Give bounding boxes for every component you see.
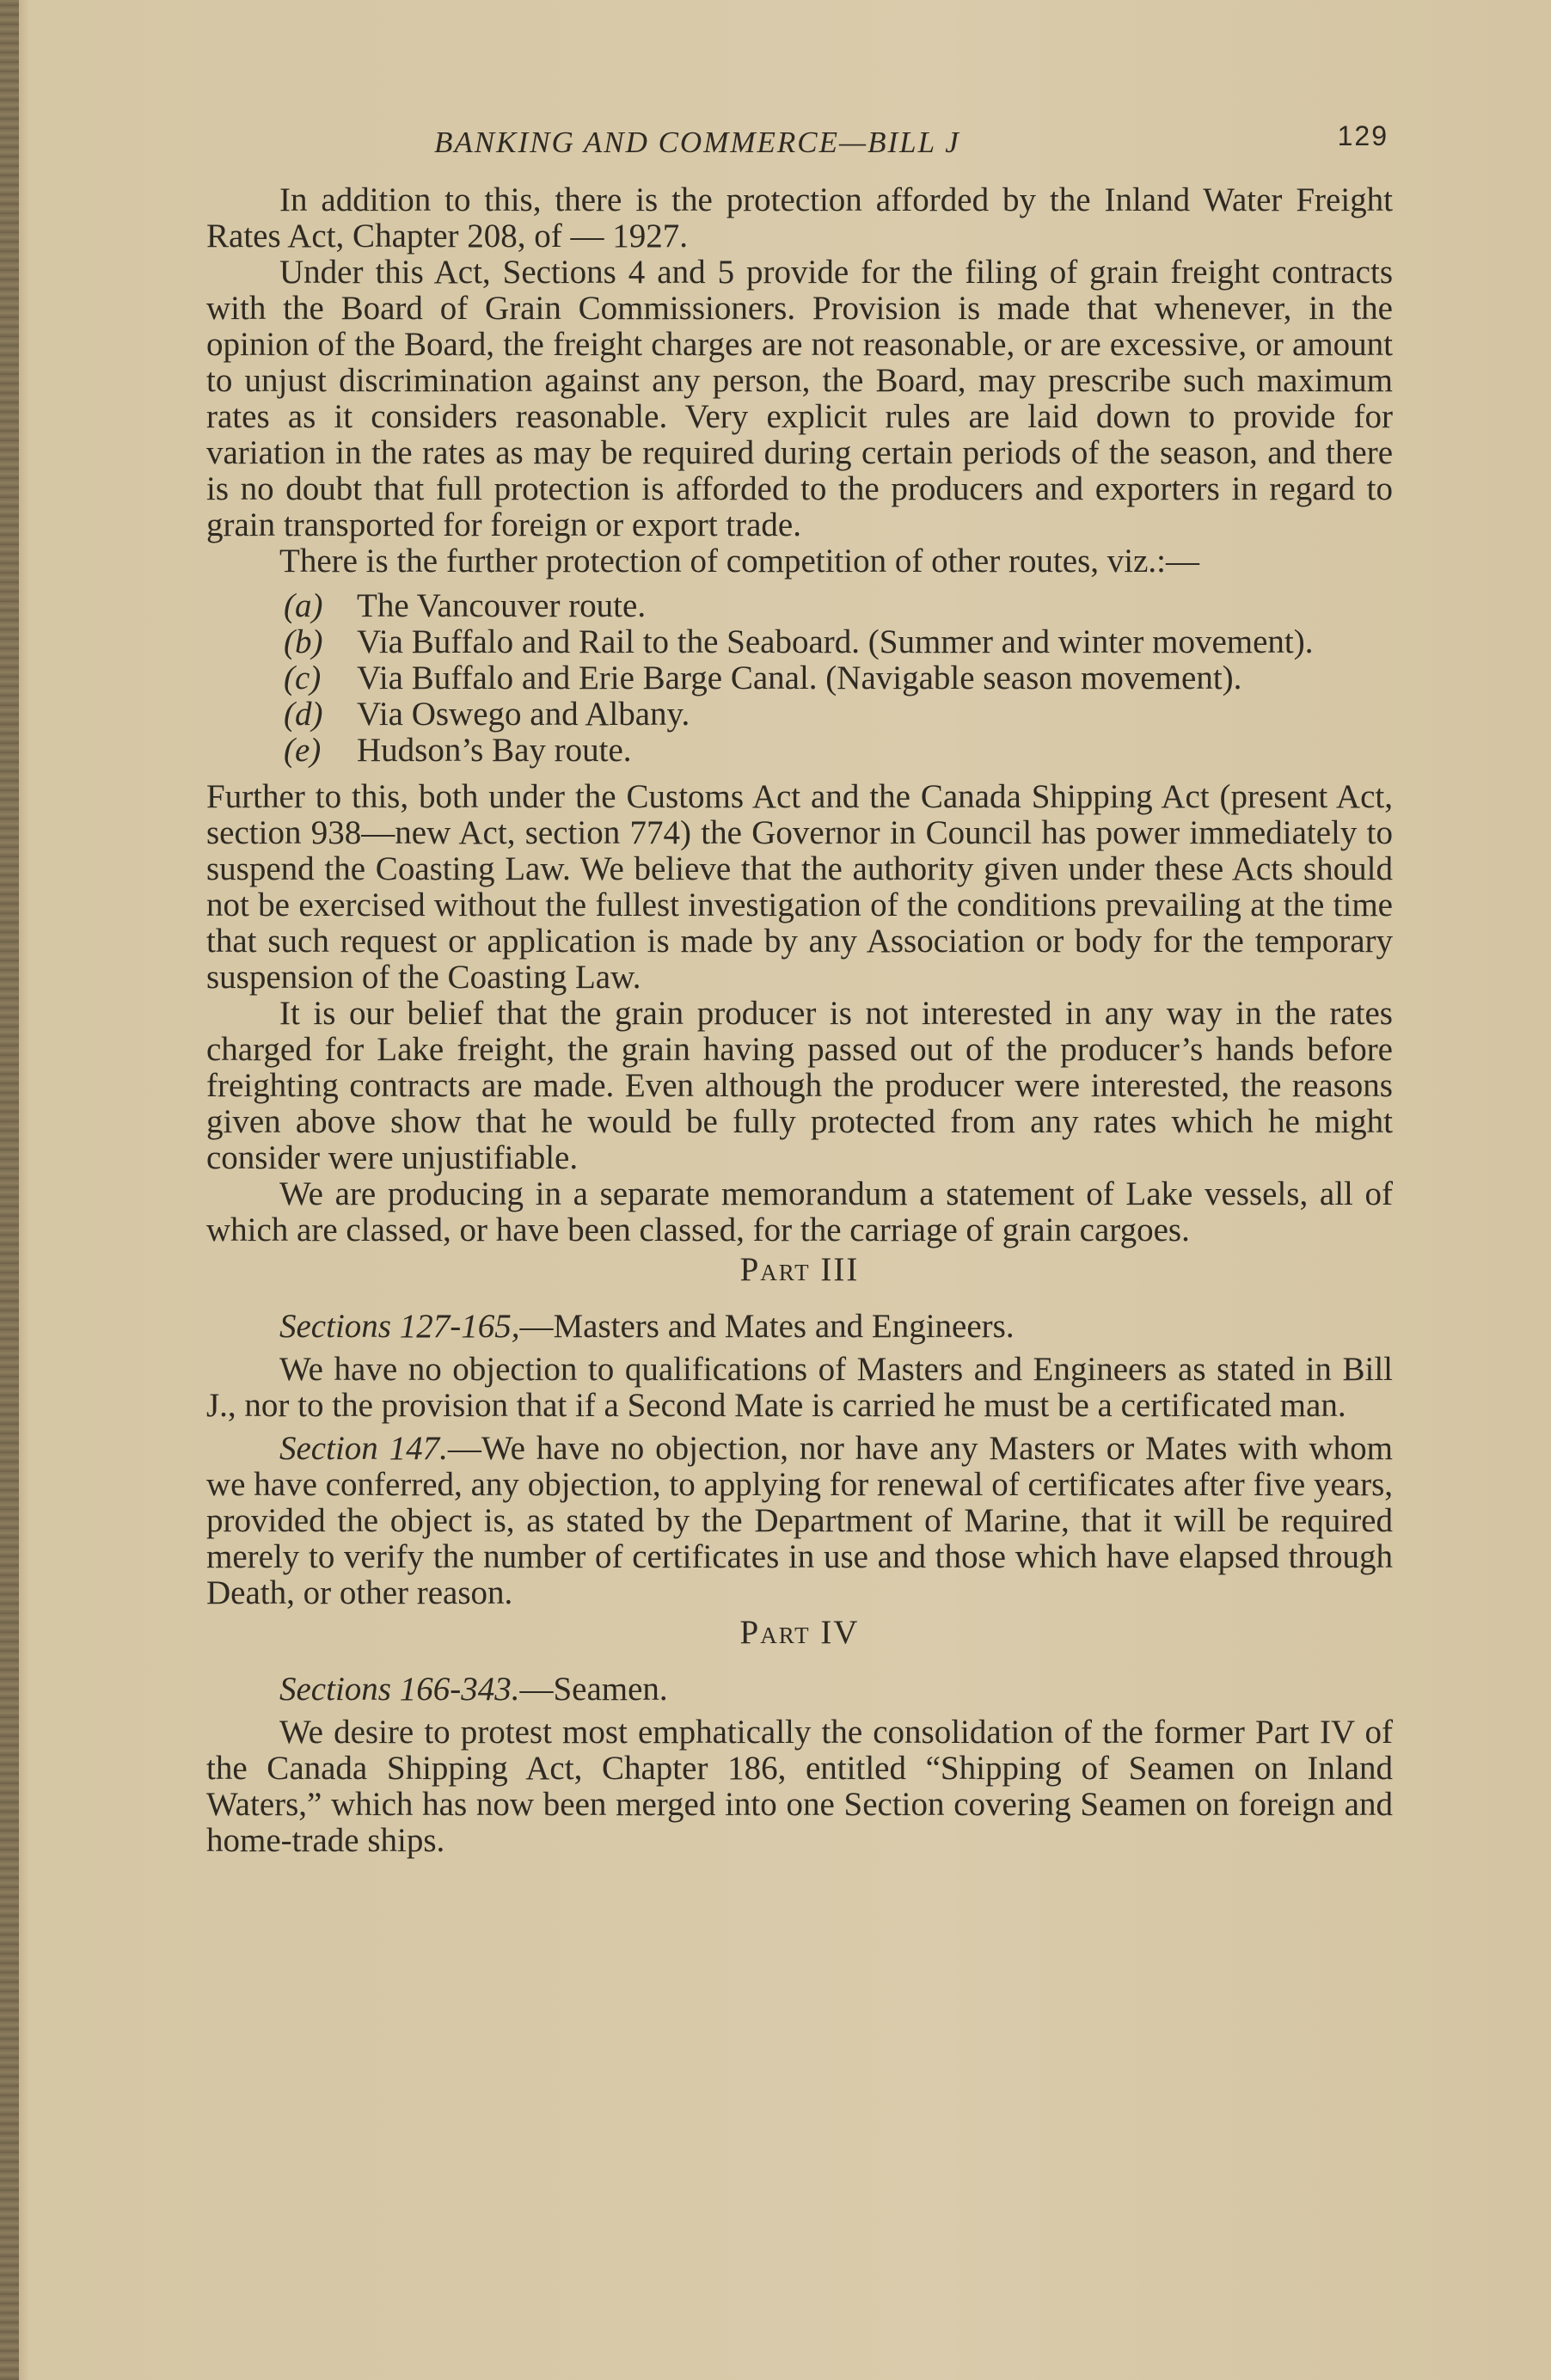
- paragraph-coasting-law: Further to this, both under the Customs Act and the Canada Shipping Act (present Act, section 938—new Act, section 774) the Governor in Council has power immediately to suspend the Coasting Law. We believe that the authority given under these Acts should not be exercised without the fullest investigation of the conditions prevailing at the time that such request or application is made by any Association or body for the temporary suspension of the Coasting Law.: [206, 778, 1393, 996]
- page-number: 129: [1337, 120, 1389, 151]
- list-item-text: Via Oswego and Albany.: [357, 696, 690, 733]
- section-reference: Sections 166-343.: [279, 1671, 520, 1708]
- list-item: [284, 696, 1393, 733]
- list-item: [284, 660, 1393, 696]
- page-body: [206, 182, 1393, 1859]
- paragraph-section-147: [206, 1431, 1393, 1611]
- section-text: —We have no objection, nor have any Masters or Mates with whom we have conferred, any objection, to applying for renewal of certificates after five years, provided the object is, as stated by the Department of Marine, that it will be required merely to verify the number of certificates in use and those which have elapsed through Death, or other reason.: [206, 1430, 1393, 1611]
- list-item: [284, 733, 1393, 769]
- list-marker: (a): [284, 587, 323, 624]
- part-iv-heading: Part IV: [739, 1614, 860, 1651]
- paragraph-sections-4-5: Under this Act, Sections 4 and 5 provide for the filing of grain freight contracts with the Board of Grain Commissioners. Provision is made that whenever, in the opinion of the Board, the freight charges are not reasonable, or are excessive, or amount to unjust discrimination against any person, the Board, may prescribe such maximum rates as it considers reasonable. Very explicit rules are laid down to provide for variation in the rates as may be required during certain periods of the season, and there is no doubt that full protection is afforded to the producers and exporters in regard to grain transported for foreign or export trade.: [206, 254, 1393, 543]
- section-heading-166-343: [206, 1672, 1393, 1708]
- section-reference: Section 147.: [279, 1430, 448, 1467]
- list-item-text: Via Buffalo and Rail to the Seaboard. (Summer and winter movement).: [357, 623, 1314, 660]
- paragraph-inland-water-act: In addition to this, there is the protection afforded by the Inland Water Freight Rates Act, Chapter 208, of — 1927.: [206, 181, 1393, 255]
- running-header: [434, 120, 1389, 172]
- paragraph-masters-engineers: We have no objection to qualifications of Masters and Engineers as stated in Bill J., nor to the provision that if a Second Mate is carried he must be a certificated man.: [206, 1351, 1393, 1424]
- section-title: —Masters and Mates and Engineers.: [519, 1308, 1015, 1345]
- list-item-text: The Vancouver route.: [357, 587, 647, 624]
- list-item: [284, 588, 1393, 624]
- running-title: BANKING AND COMMERCE—BILL J: [434, 126, 960, 159]
- list-marker: (e): [284, 732, 322, 769]
- paragraph-seamen-protest: We desire to protest most emphatically the consolidation of the former Part IV of the Canada Shipping Act, Chapter 186, entitled “Shipping of Seamen on Inland Waters,” which has now been merged into one Section covering Seamen on foreign and home-trade ships.: [206, 1714, 1393, 1859]
- binding-gutter: [0, 0, 19, 2380]
- list-marker: (c): [284, 659, 322, 696]
- section-reference: Sections 127-165,: [279, 1308, 520, 1345]
- section-title: —Seamen.: [519, 1671, 668, 1708]
- list-item-text: Hudson’s Bay route.: [357, 732, 632, 769]
- routes-list: [284, 588, 1393, 769]
- list-item-text: Via Buffalo and Erie Barge Canal. (Navigable season movement).: [357, 659, 1242, 696]
- section-heading-127-165: [206, 1309, 1393, 1345]
- paragraph-grain-producer: It is our belief that the grain producer is not interested in any way in the rates charged for Lake freight, the grain having passed out of the producer’s hands before freighting contracts are made. Even although the producer were interested, the reasons given above show that he would be fully protected from any rates which he might consider were unjustifiable.: [206, 995, 1393, 1176]
- paragraph-lake-vessels: We are producing in a separate memorandum a statement of Lake vessels, all of which are classed, or have been classed, for the carriage of grain cargoes.: [206, 1175, 1393, 1248]
- list-marker: (d): [284, 696, 323, 733]
- paragraph-competition-routes: There is the further protection of competition of other routes, viz.:—: [279, 543, 1200, 580]
- list-marker: (b): [284, 623, 323, 660]
- list-item: [284, 624, 1393, 660]
- part-iii-heading: Part III: [739, 1251, 860, 1288]
